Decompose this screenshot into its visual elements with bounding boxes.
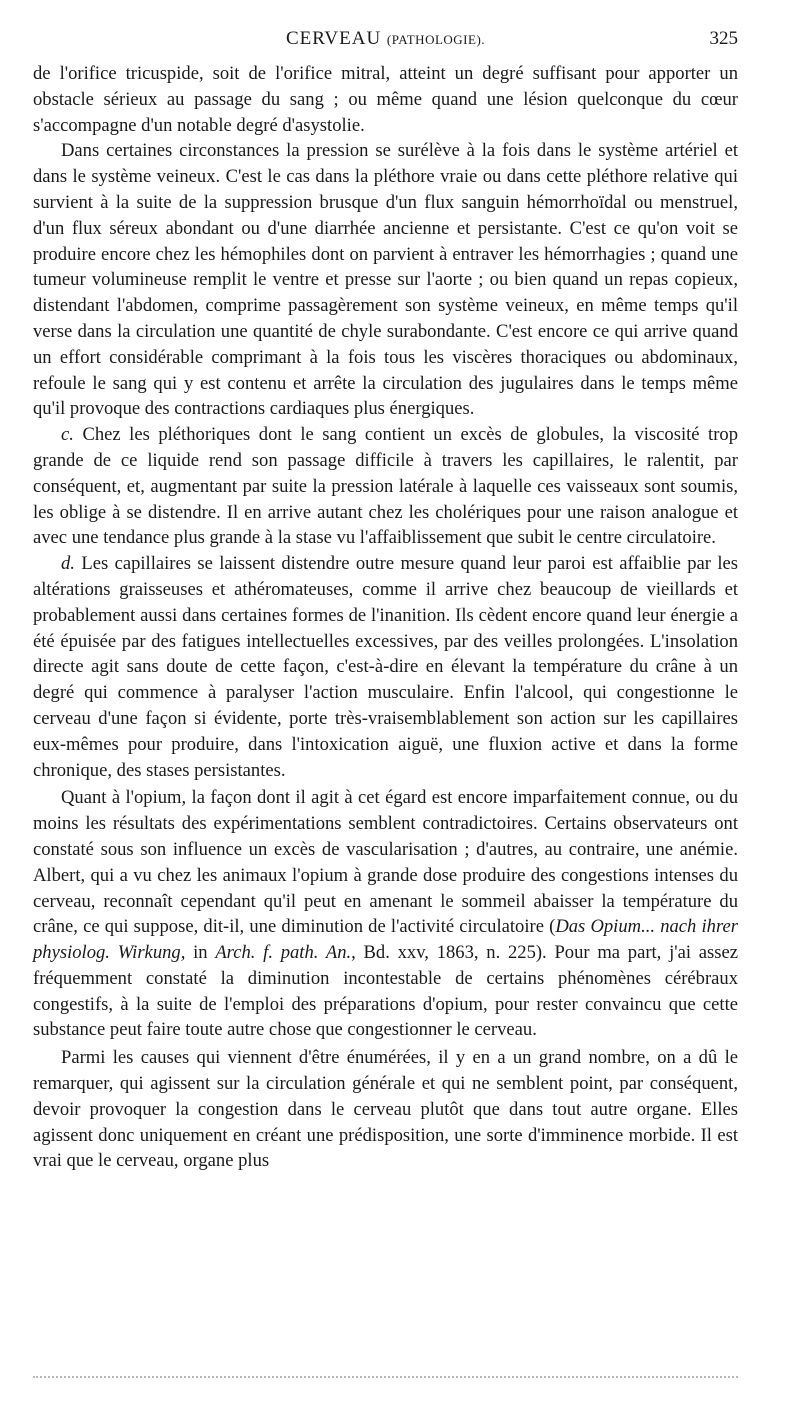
running-title-main: CERVEAU — [285, 28, 382, 49]
paragraph-c — [33, 422, 738, 551]
paragraph-2 — [33, 138, 738, 422]
paragraph-d — [33, 551, 738, 783]
body-text — [33, 61, 738, 1174]
citation-title: Das Opium... nach ihrer physiolog. Wirkung, — [33, 916, 739, 964]
running-header — [33, 28, 738, 58]
paragraph-opium — [33, 785, 738, 1043]
paragraph-text: Parmi les causes qui viennent d'être énumérées, il y en a un grand nombre, on a dû le remarquer, qui agissent sur la circulation générale et qui ne semblent point, par conséquent, devoir provoquer la congestion dans le cerveau plutôt que dans tout autre organe. Elles agissent donc uniquement en créant une prédisposition, une sorte d'imminence morbide. Il est vrai que le cerveau, organe plus — [33, 1047, 738, 1172]
citation-journal: Arch. f. path. An. — [215, 942, 352, 964]
paragraph-text: Quant à l'opium, la façon dont il agit à cet égard est encore imparfaitement connue, ou du moins les résultats des expérimentations semblent contradictoires. Certains observateurs ont constaté sous son influence un excès de vascularisation ; d'autres, au contraire, une anémie. Albert, qui a vu chez les animaux l'opium à grande dose produire des congestions intenses du cerveau, reconnaît cependant qu'il peut en amenant le sommeil abaisser la température du crâne, ce qui suppose, dit-il, une diminution de l'activité circulatoire ( — [33, 787, 738, 938]
paragraph-lead: c. — [61, 424, 74, 446]
paragraph-1 — [33, 61, 738, 138]
paragraph-text: Dans certaines circonstances la pression se surélève à la fois dans le système artériel et dans le système veineux. C'est le cas dans la pléthore vraie ou dans cette pléthore relative qui survient à la suite de la suppression brusque d'un flux sanguin hémorrhoïdal ou menstruel, d'un flux séreux abondant ou d'une diarrhée ancienne et persistante. C'est ce qu'on voit se produire encore chez les hémophiles dont on parvient à entraver les hémorrhagies ; quand une tumeur volumineuse remplit le ventre et presse sur l'aorte ; ou bien quand un repas copieux, distendant l'abdomen, comprime passagèrement son système veineux, en même temps qu'il verse dans la circulation une quantité de chyle surabondante. C'est encore ce qui arrive quand un effort considérable comprimant à la fois tous les viscères thoraciques ou abdominaux, refoule le sang qui y est contenu et arrête la circulation des jugulaires dans le temps même qu'il provoque des contractions cardiaques plus énergiques. — [33, 140, 738, 420]
running-title-subtitle: (PATHOLOGIE). — [386, 32, 486, 47]
paragraph-causes — [33, 1045, 738, 1174]
running-title — [33, 28, 738, 50]
citation-in: in — [185, 942, 216, 964]
paragraph-lead: d. — [61, 553, 75, 575]
page-number: 325 — [709, 28, 738, 49]
paragraph-text: de l'orifice tricuspide, soit de l'orifice mitral, atteint un degré suffisant pour apporter un obstacle sérieux au passage du sang ; ou même quand une lésion quelconque du cœur s'accompagne d'un notable degré d'asystolie. — [33, 63, 738, 136]
paragraph-text: Les capillaires se laissent distendre outre mesure quand leur paroi est affaiblie par les altérations graisseuses et athéromateuses, comme il arrive chez beaucoup de vieillards et probablement aussi dans certaines formes de l'inanition. Ils cèdent encore quand leur énergie a été épuisée par des fatigues intellectuelles excessives, par des veilles prolongées. L'insolation directe agit sans doute de cette façon, c'est-à-dire en élevant la température du crâne à un degré qui commence à paralyser l'action musculaire. Enfin l'alcool, qui congestionne le cerveau d'une façon si évidente, porte très-vraisemblablement son action sur les capillaires eux-mêmes pour produire, dans l'intoxication aiguë, une fluxion active et dans la forme chronique, des stases persistantes. — [33, 553, 738, 781]
bottom-edge-marks — [33, 1376, 738, 1378]
paragraph-text: Chez les pléthoriques dont le sang contient un excès de globules, la viscosité trop grande de ce liquide rend son passage difficile à travers les capillaires, le ralentit, par conséquent, et, augmentant par suite la pression latérale à laquelle ces vaisseaux sont soumis, les oblige à se distendre. Il en arrive autant chez les cholériques pour une raison analogue et avec une tendance plus grande à la stase vu l'affaiblissement que subit le centre circulatoire. — [33, 424, 738, 549]
paragraph-text: , Bd. xxv, 1863, n. 225). Pour ma part, j'ai assez fréquemment constaté la diminution incontestable de certains phénomènes cérébraux congestifs, à la suite de l'emploi des préparations d'opium, pour rester convaincu que cette substance peut faire toute autre chose que congestionner le cerveau. — [33, 942, 738, 1041]
